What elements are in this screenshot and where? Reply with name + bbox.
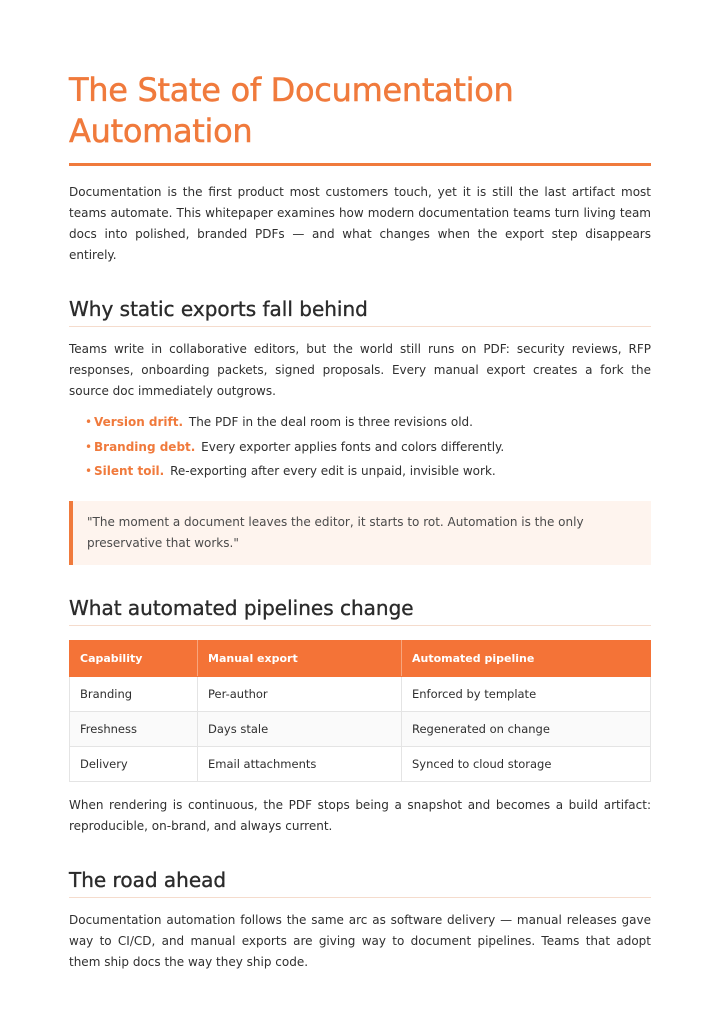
table-cell: Freshness — [70, 711, 198, 746]
section-divider — [69, 326, 651, 327]
section-heading-road-ahead: The road ahead — [69, 867, 227, 892]
section-divider — [69, 625, 651, 626]
problem-list — [69, 410, 651, 484]
bullet-dot-icon: • — [85, 415, 93, 429]
table-cell: Synced to cloud storage — [402, 746, 651, 781]
column-header-manual: Manual export — [198, 640, 402, 676]
table-cell: Branding — [70, 676, 198, 711]
bullet-dot-icon: • — [85, 439, 93, 454]
table-cell: Per-author — [198, 676, 402, 711]
section-heading-pipelines: What automated pipelines change — [69, 595, 414, 620]
title-line-1: The State of Documentation — [69, 71, 514, 109]
section2-paragraph: When rendering is continuous, the PDF stops being a snapshot and becomes a build artifact: reproducible, on-brand, and always current. — [69, 797, 651, 833]
section-heading-static-exports: Why static exports fall behind — [69, 297, 368, 321]
list-item-term: Branding debt. — [94, 439, 196, 454]
list-item-text: Re-exporting after every edit is unpaid, invisible work. — [170, 464, 496, 478]
table-row — [70, 746, 651, 781]
section-divider — [69, 897, 651, 898]
comparison-table — [69, 640, 651, 782]
list-item-term: Silent toil. — [94, 464, 165, 478]
list-item-text: Every exporter applies fonts and colors differently. — [201, 439, 505, 454]
document-title — [69, 70, 651, 152]
table-cell: Regenerated on change — [402, 711, 651, 746]
pull-quote: "The moment a document leaves the editor, it starts to rot. Automation is the only preservative that works." — [69, 501, 651, 565]
list-item — [85, 435, 651, 460]
document-page — [69, 0, 651, 973]
title-line-2: Automation — [69, 112, 253, 150]
table-cell: Days stale — [198, 711, 402, 746]
bullet-dot-icon: • — [85, 464, 93, 478]
list-item — [85, 459, 651, 484]
column-header-automated: Automated pipeline — [402, 640, 651, 676]
list-item — [85, 410, 651, 435]
intro-paragraph: Documentation is the first product most customers touch, yet it is still the last artifact most teams automate. This whitepaper examines how modern documentation teams turn living team docs into polished, branded PDFs — and what changes when the export step disappears entirely. — [69, 185, 651, 262]
column-header-capability: Capability — [70, 640, 198, 676]
table-row — [70, 676, 651, 711]
table-header-row — [70, 640, 651, 676]
table-cell: Delivery — [70, 746, 198, 781]
list-item-text: The PDF in the deal room is three revisions old. — [188, 415, 473, 429]
title-divider — [69, 163, 651, 166]
list-item-term: Version drift. — [94, 415, 184, 429]
section1-paragraph: Teams write in collaborative editors, but the world still runs on PDF: security reviews, RFP responses, onboarding packets, signed proposals. Every manual export creates a fork the source doc immediately outgrows. — [69, 342, 651, 398]
section3-paragraph: Documentation automation follows the same arc as software delivery — manual releases gave way to CI/CD, and manual exports are giving way to document pipelines. Teams that adopt them ship docs the way they ship code. — [69, 912, 651, 969]
table-cell: Enforced by template — [402, 676, 651, 711]
table-cell: Email attachments — [198, 746, 402, 781]
table-row — [70, 711, 651, 746]
